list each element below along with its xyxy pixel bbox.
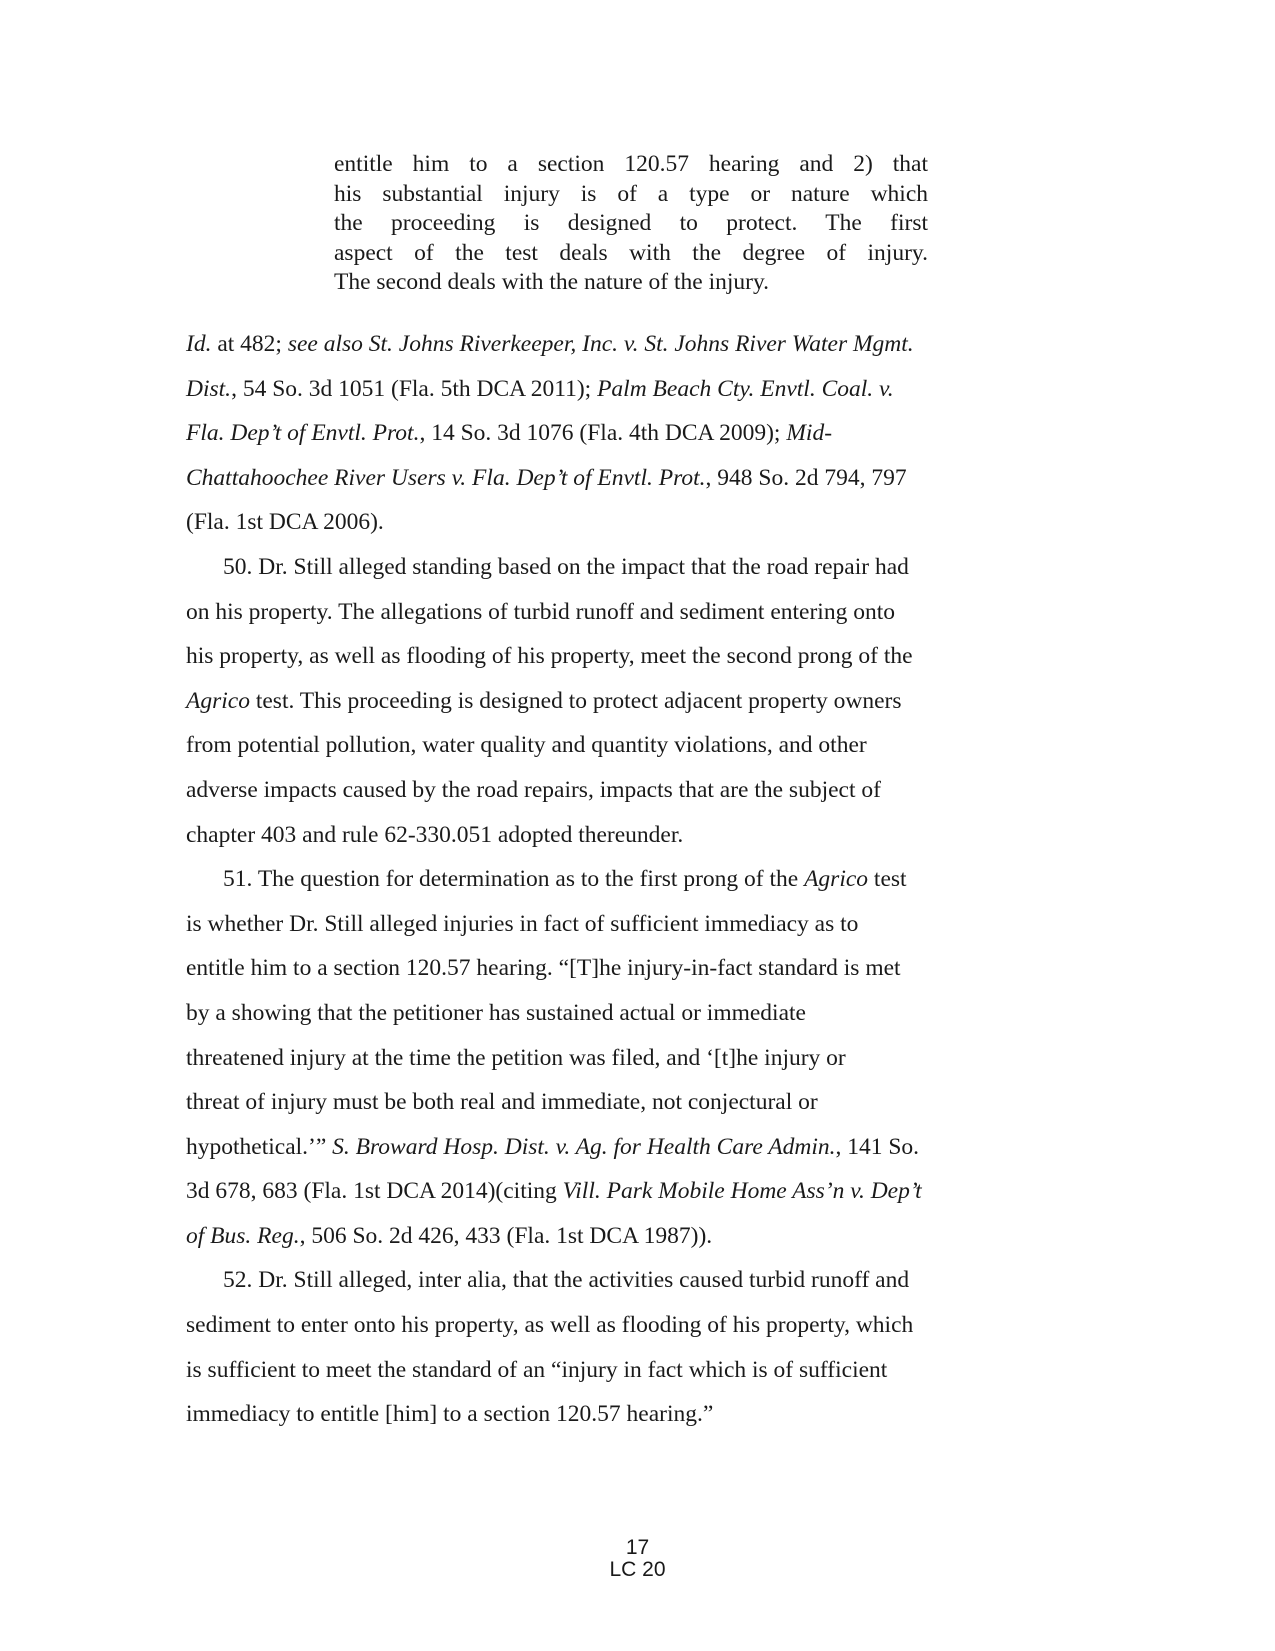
citation-line: Fla. Dep’t of Envtl. Prot., 14 So. 3d 1076 (Fla. 4th DCA 2009); Mid- — [186, 420, 833, 447]
paragraph-50-line: on his property. The allegations of turbid runoff and sediment entering onto — [186, 598, 895, 625]
block-quote — [334, 150, 928, 298]
paragraph-51-line: 3d 678, 683 (Fla. 1st DCA 2014)(citing Vill. Park Mobile Home Ass’n v. Dep’t — [186, 1178, 922, 1205]
paragraph-52-line: is sufficient to meet the standard of an “injury in fact which is of sufficient — [186, 1356, 888, 1383]
paragraph-51-line: by a showing that the petitioner has sustained actual or immediate — [186, 999, 806, 1026]
body-text — [186, 322, 1086, 1437]
paragraph-51-line: threat of injury must be both real and immediate, not conjectural or — [186, 1089, 818, 1116]
paragraph-52-line: 52. Dr. Still alleged, inter alia, that the activities caused turbid runoff and — [223, 1267, 910, 1294]
paragraph-50-line: adverse impacts caused by the road repairs, impacts that are the subject of — [186, 776, 881, 803]
citation-line: Dist., 54 So. 3d 1051 (Fla. 5th DCA 2011); Palm Beach Cty. Envtl. Coal. v. — [186, 375, 894, 402]
paragraph-52-line: immediacy to entitle [him] to a section 120.57 hearing.” — [186, 1401, 714, 1428]
paragraph-51-line: entitle him to a section 120.57 hearing. “[T]he injury-in-fact standard is met — [186, 955, 901, 982]
paragraph-51-line: of Bus. Reg., 506 So. 2d 426, 433 (Fla. 1st DCA 1987)). — [186, 1222, 713, 1249]
block-quote-line: the proceeding is designed to protect. The first — [334, 210, 928, 236]
block-quote-line: aspect of the test deals with the degree of injury. — [334, 239, 928, 266]
paragraph-51-line: threatened injury at the time the petition was filed, and ‘[t]he injury or — [186, 1044, 846, 1071]
paragraph-50-line: 50. Dr. Still alleged standing based on the impact that the road repair had — [223, 553, 909, 580]
paragraph-51-line: is whether Dr. Still alleged injuries in fact of sufficient immediacy as to — [186, 910, 859, 937]
block-quote-line: entitle him to a section 120.57 hearing and 2) that — [334, 151, 928, 177]
paragraph-52-line: sediment to enter onto his property, as well as flooding of his property, which — [186, 1312, 914, 1339]
paragraph-50-line: chapter 403 and rule 62-330.051 adopted thereunder. — [186, 821, 684, 848]
citation-line: Id. at 482; see also St. Johns Riverkeeper, Inc. v. St. Johns River Water Mgmt. — [186, 331, 914, 357]
paragraph-51-line: 51. The question for determination as to the first prong of the Agrico test — [223, 866, 907, 893]
paragraph-51-line: hypothetical.’” S. Broward Hosp. Dist. v. Ag. for Health Care Admin., 141 So. — [186, 1133, 920, 1160]
citation-line: (Fla. 1st DCA 2006). — [186, 509, 384, 536]
citation-line: Chattahoochee River Users v. Fla. Dep’t of Envtl. Prot., 948 So. 2d 794, 797 — [186, 464, 907, 491]
lc-number: LC 20 — [609, 1558, 666, 1581]
page-number: 17 — [625, 1536, 650, 1559]
paragraph-50-line: from potential pollution, water quality and quantity violations, and other — [186, 732, 867, 759]
block-quote-line: his substantial injury is of a type or nature which — [334, 180, 928, 207]
block-quote-line: The second deals with the nature of the injury. — [334, 269, 770, 295]
paragraph-50-line: Agrico test. This proceeding is designed to protect adjacent property owners — [186, 687, 902, 714]
paragraph-50-line: his property, as well as flooding of his property, meet the second prong of the — [186, 643, 913, 670]
